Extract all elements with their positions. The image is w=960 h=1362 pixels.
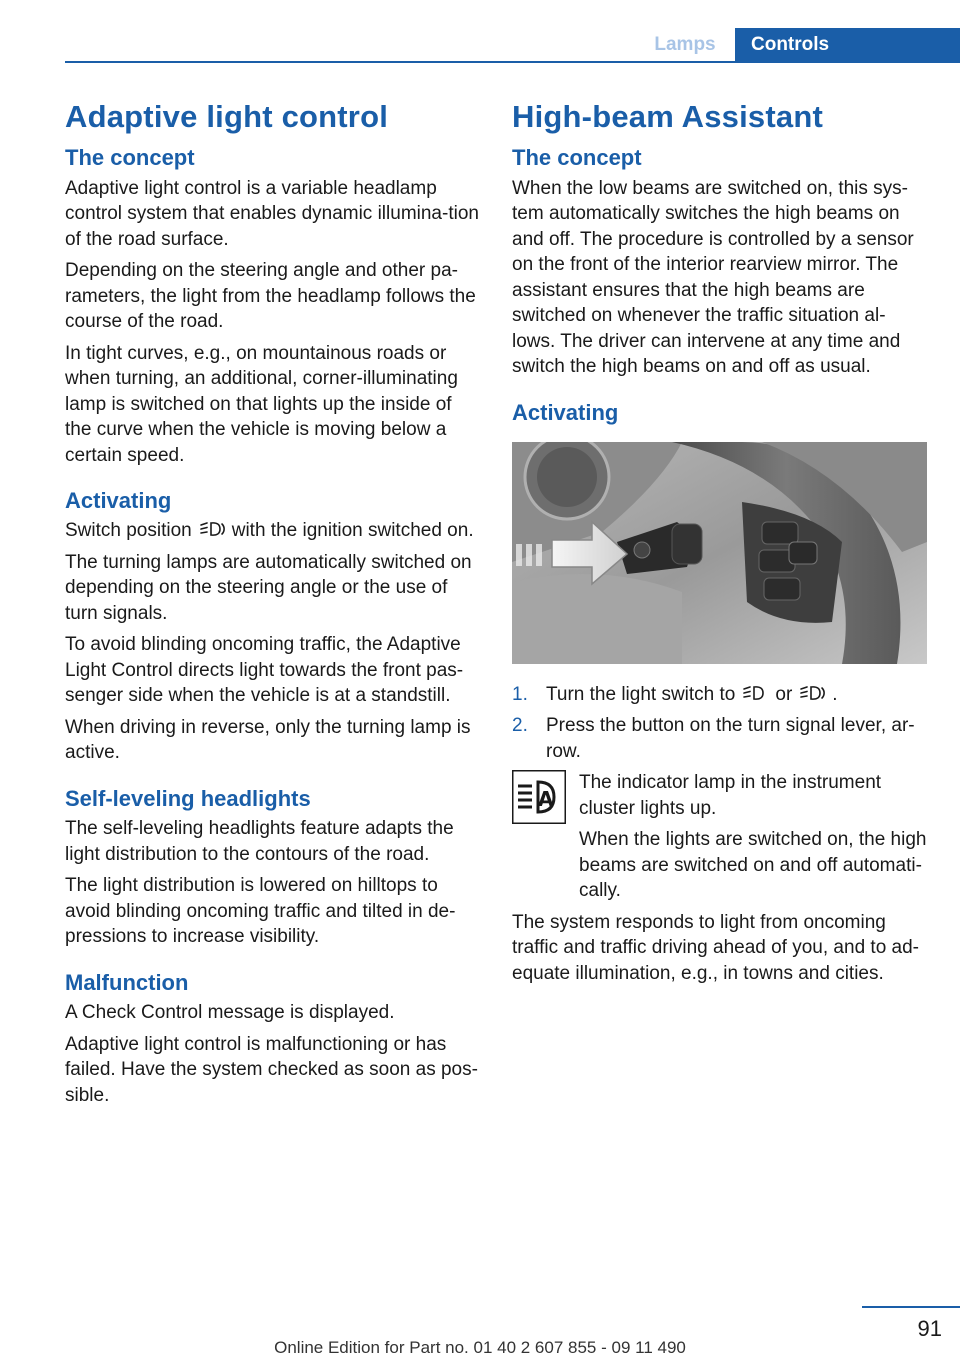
- list-item: [512, 682, 927, 708]
- activating-heading: Activating: [65, 488, 172, 514]
- concept-heading: The concept: [65, 145, 195, 171]
- hb-activating-heading: Activating: [512, 399, 619, 425]
- activating-paragraph-4: When driving in reverse, only the turning lamp is active.: [65, 716, 471, 764]
- edition-text: Online Edition for Part no. 01 40 2 607 855 - 09 11 490: [274, 1338, 686, 1357]
- step-text: Press the button on the turn signal lever, ar-row.: [546, 715, 915, 762]
- activating-paragraph-2: The turning lamps are automatically switched on depending on the steering angle or the use of turn signals.: [65, 551, 472, 624]
- steps-list: [512, 682, 927, 765]
- high-beam-title: High-beam Assistant: [512, 99, 823, 134]
- concept-paragraph-3: In tight curves, e.g., on mountainous roads or when turning, an additional, corner-illuminating lamp is switched on that lights up the inside of the curve when the vehicle is moving below a certain speed.: [65, 342, 458, 466]
- page-number: 91: [917, 1316, 942, 1341]
- indicator-paragraph-2: When the lights are switched on, the high beams are switched on and off automati-cally.: [579, 829, 927, 902]
- step-text-mid: or: [775, 683, 793, 705]
- adaptive-light-title: Adaptive light control: [65, 99, 389, 134]
- automatic-headlight-icon: [798, 683, 826, 703]
- activating-text-before: Switch position: [65, 520, 192, 542]
- self-leveling-heading: Self-leveling headlights: [65, 785, 311, 811]
- concept-paragraph-1: Adaptive light control is a variable headlamp control system that enables dynamic illumina-tion of the road surface.: [65, 177, 479, 250]
- activating-paragraph-3: To avoid blinding oncoming traffic, the Adaptive Light Control directs light towards the front pas-senger side when the vehicle is at a standstill.: [65, 634, 464, 707]
- header-tabs: [635, 28, 960, 62]
- self-leveling-paragraph-2: The light distribution is lowered on hilltops to avoid blinding oncoming traffic and tilted in de-pressions to increase visibility.: [65, 875, 456, 948]
- svg-text:A: A: [538, 787, 554, 812]
- high-beam-assistant-indicator-icon: [512, 770, 566, 824]
- left-column: [65, 98, 480, 1114]
- step-number: 2.: [512, 715, 528, 737]
- automatic-headlight-icon: [198, 519, 226, 539]
- indicator-block: [512, 770, 927, 904]
- step-text-after: .: [832, 683, 838, 705]
- low-beam-icon: [741, 683, 769, 703]
- hb-concept-paragraph: When the low beams are switched on, this sys-tem automatically switches the high beams on and off. The procedure is controlled by a sensor on the front of the interior rearview mirror. The assistant ensures that the high beams are switched on whenever the traffic situation al-lows. The driver can intervene at any time and switch the high beams on and off as usual.: [512, 177, 914, 378]
- chapter-tab: Controls: [735, 28, 960, 62]
- activating-paragraph-1: [65, 518, 480, 544]
- malfunction-paragraph-1: A Check Control message is displayed.: [65, 1002, 395, 1024]
- section-tab: Lamps: [654, 34, 716, 55]
- footer-rule: [862, 1306, 960, 1308]
- step-number: 1.: [512, 683, 528, 705]
- activating-text-after: with the ignition switched on.: [231, 520, 474, 542]
- hb-final-paragraph: The system responds to light from oncoming traffic and traffic driving ahead of you, and to ad-equate illumination, e.g., in towns and cities.: [512, 911, 919, 984]
- self-leveling-paragraph-1: The self-leveling headlights feature adapts the light distribution to the contours of the road.: [65, 818, 454, 865]
- malfunction-heading: Malfunction: [65, 969, 189, 995]
- steering-wheel-lever-photo: [512, 442, 927, 664]
- step-text-before: Turn the light switch to: [546, 683, 736, 705]
- list-item: [512, 713, 927, 764]
- right-column: [512, 98, 927, 992]
- indicator-paragraph-1: The indicator lamp in the instrument cluster lights up.: [579, 772, 882, 819]
- header-rule: [65, 61, 960, 63]
- malfunction-paragraph-2: Adaptive light control is malfunctioning or has failed. Have the system checked as soon as pos-sible.: [65, 1033, 478, 1106]
- concept-paragraph-2: Depending on the steering angle and other pa-rameters, the light from the headlamp follows the course of the road.: [65, 260, 476, 333]
- hb-concept-heading: The concept: [512, 145, 642, 171]
